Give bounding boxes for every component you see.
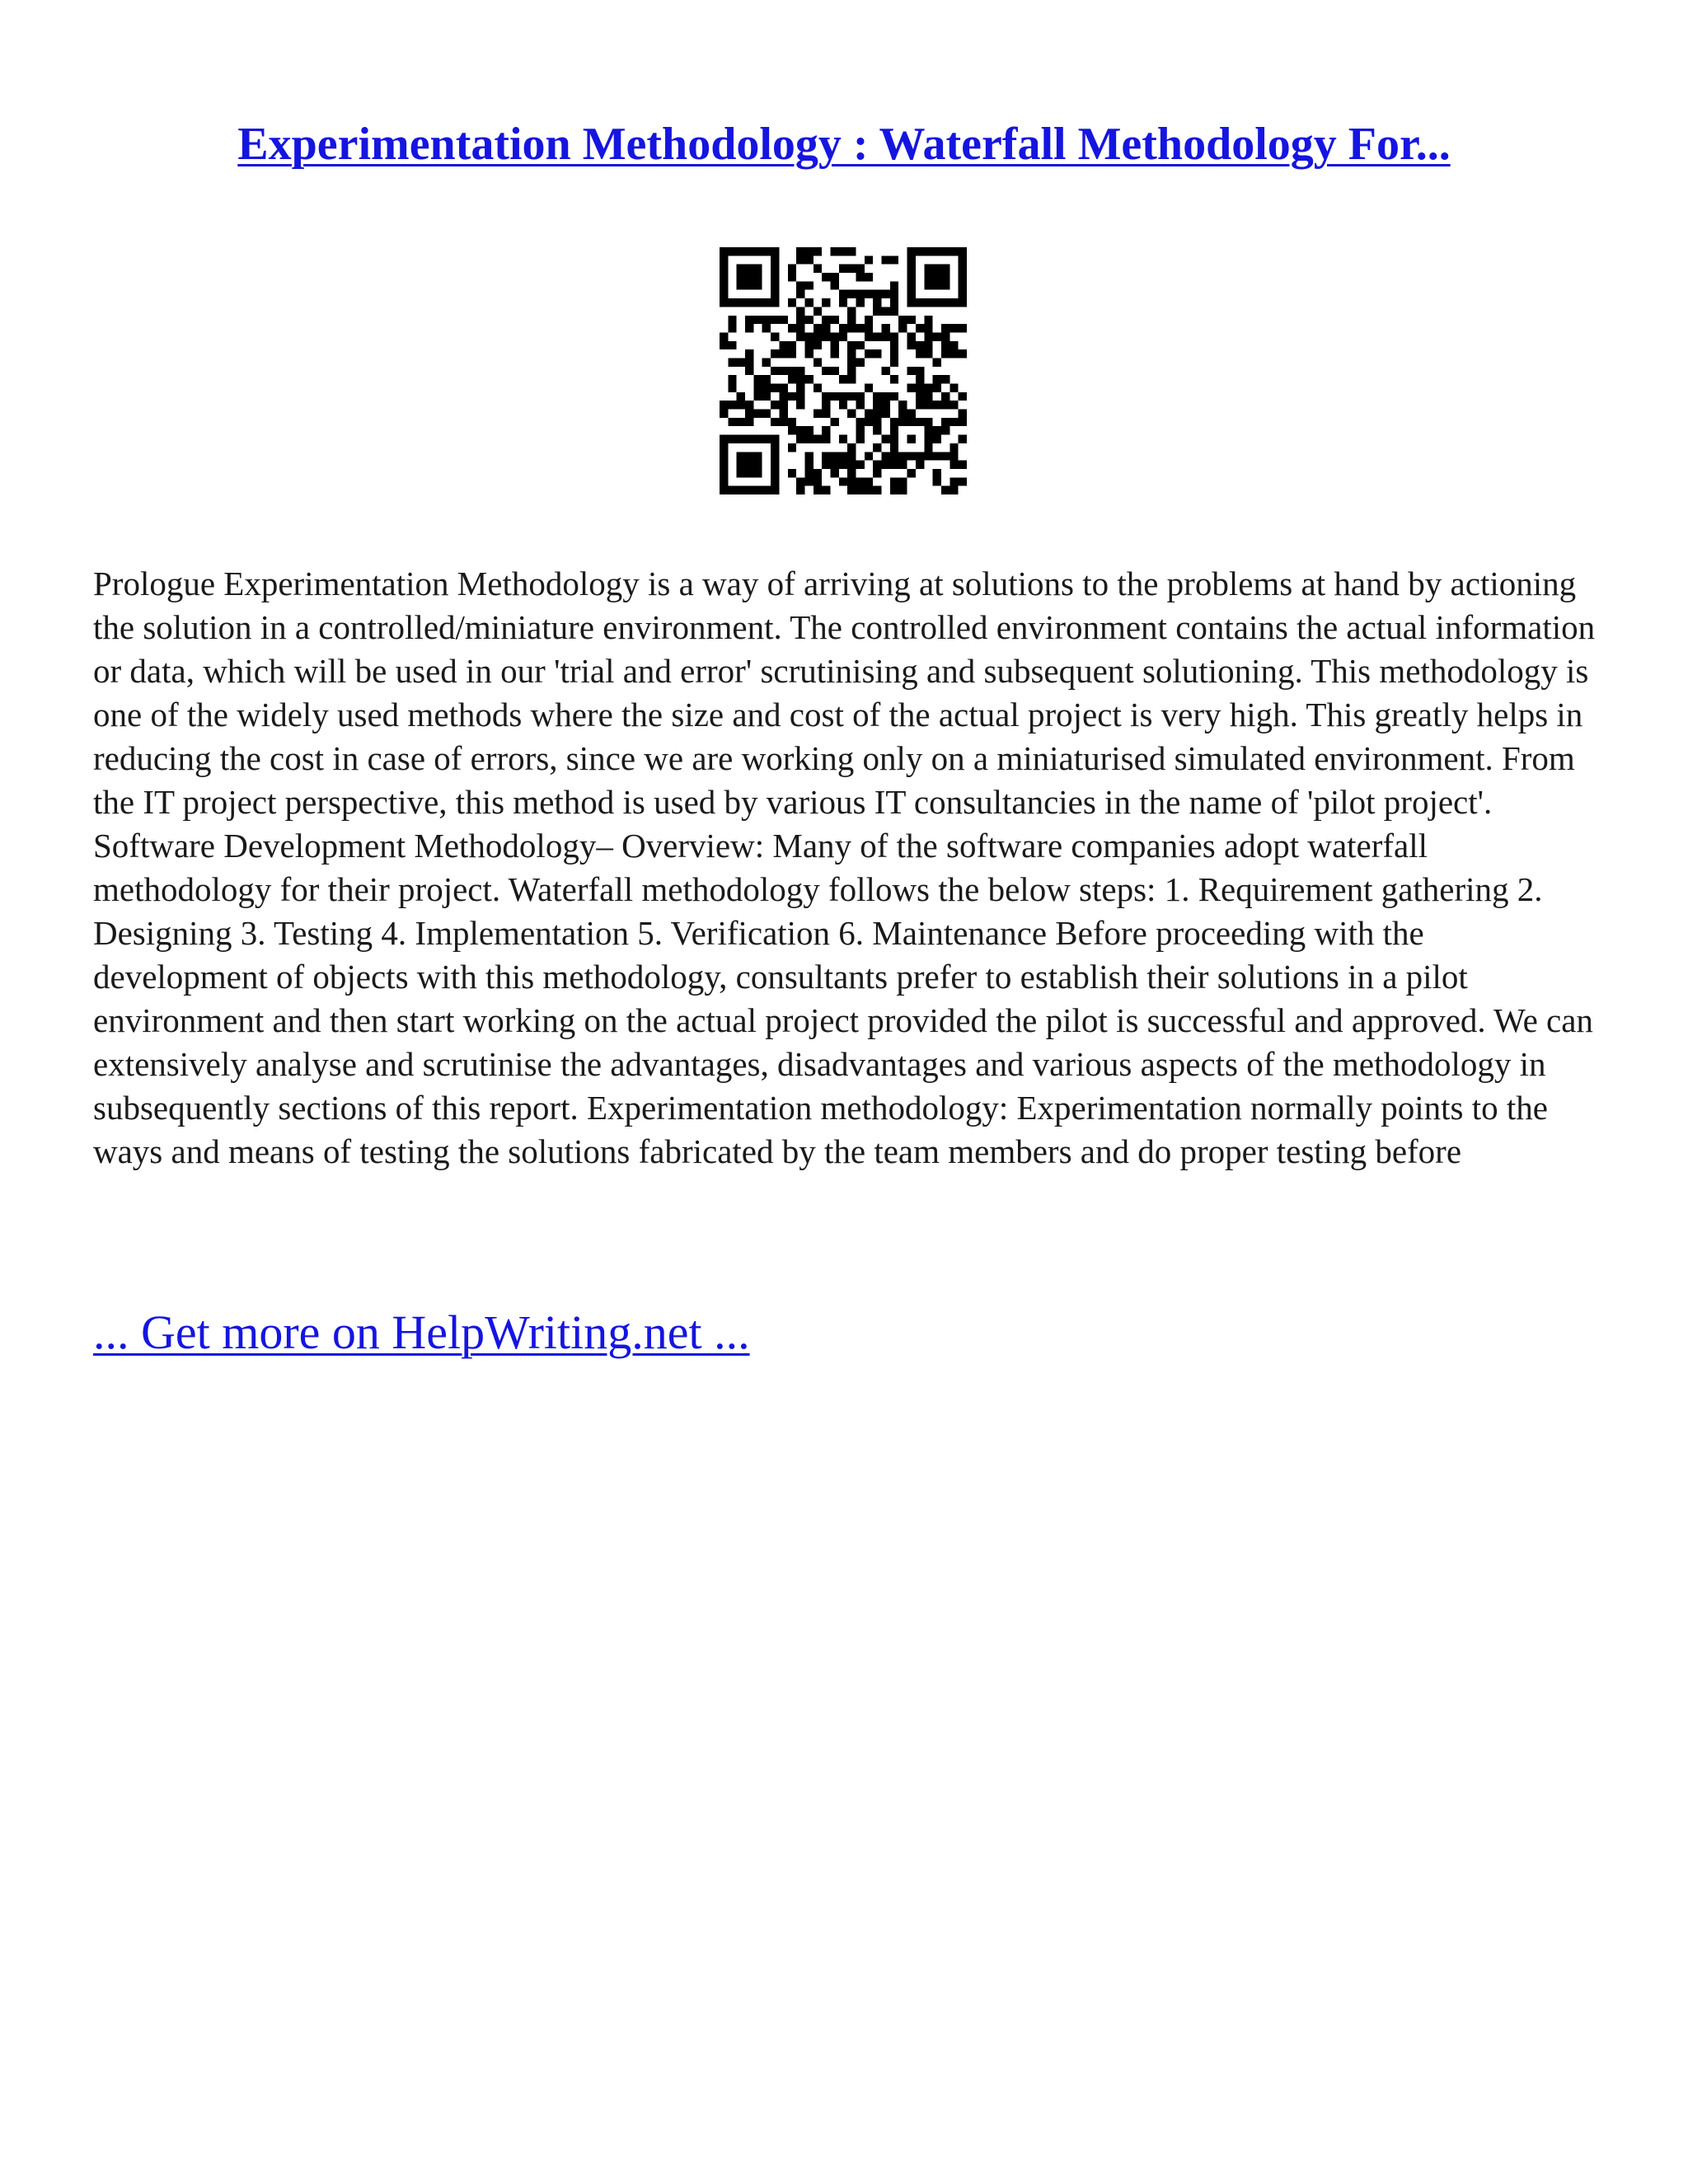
get-more-link[interactable]: ... Get more on HelpWriting.net ... (93, 1305, 750, 1359)
document-body-text: Prologue Experimentation Methodology is a way of arriving at solutions to the problems at hand by actioning the solution in a controlled/miniature environment. The controlled environment contains the actual information or data, which will be used in our 'trial and error' scrutinising and subsequent solutioning. This methodology is one of the widely used methods where the size and cost of the actual project is very high. This greatly helps in reducing the cost in case of errors, since we are working only on a miniaturised simulated environment. From the IT project perspective, this method is used by various IT consultancies in the name of 'pilot project'. Software Development Methodology– Overview: Many of the software companies adopt waterfall methodology for their project. Waterfall methodology follows the below steps: 1. Requirement gathering 2. Designing 3. Testing 4. Implementation 5. Verification 6. Maintenance Before proceeding with the development of objects with this methodology, consultants prefer to establish their solutions in a pilot environment and then start working on the actual project provided the pilot is successful and approved. We can extensively analyse and scrutinise the advantages, disadvantages and various aspects of the methodology in subsequently sections of this report. Experimentation methodology: Experimentation normally points to the ways and means of testing the solutions fabricated by the team members and do proper testing before (93, 565, 1596, 1170)
more-link-container (93, 1304, 1601, 1361)
qr-code-graphic (720, 247, 967, 494)
title-container (0, 115, 1688, 173)
document-title-link[interactable]: Experimentation Methodology : Waterfall Methodology For... (237, 119, 1451, 170)
qr-code-icon (720, 247, 967, 494)
